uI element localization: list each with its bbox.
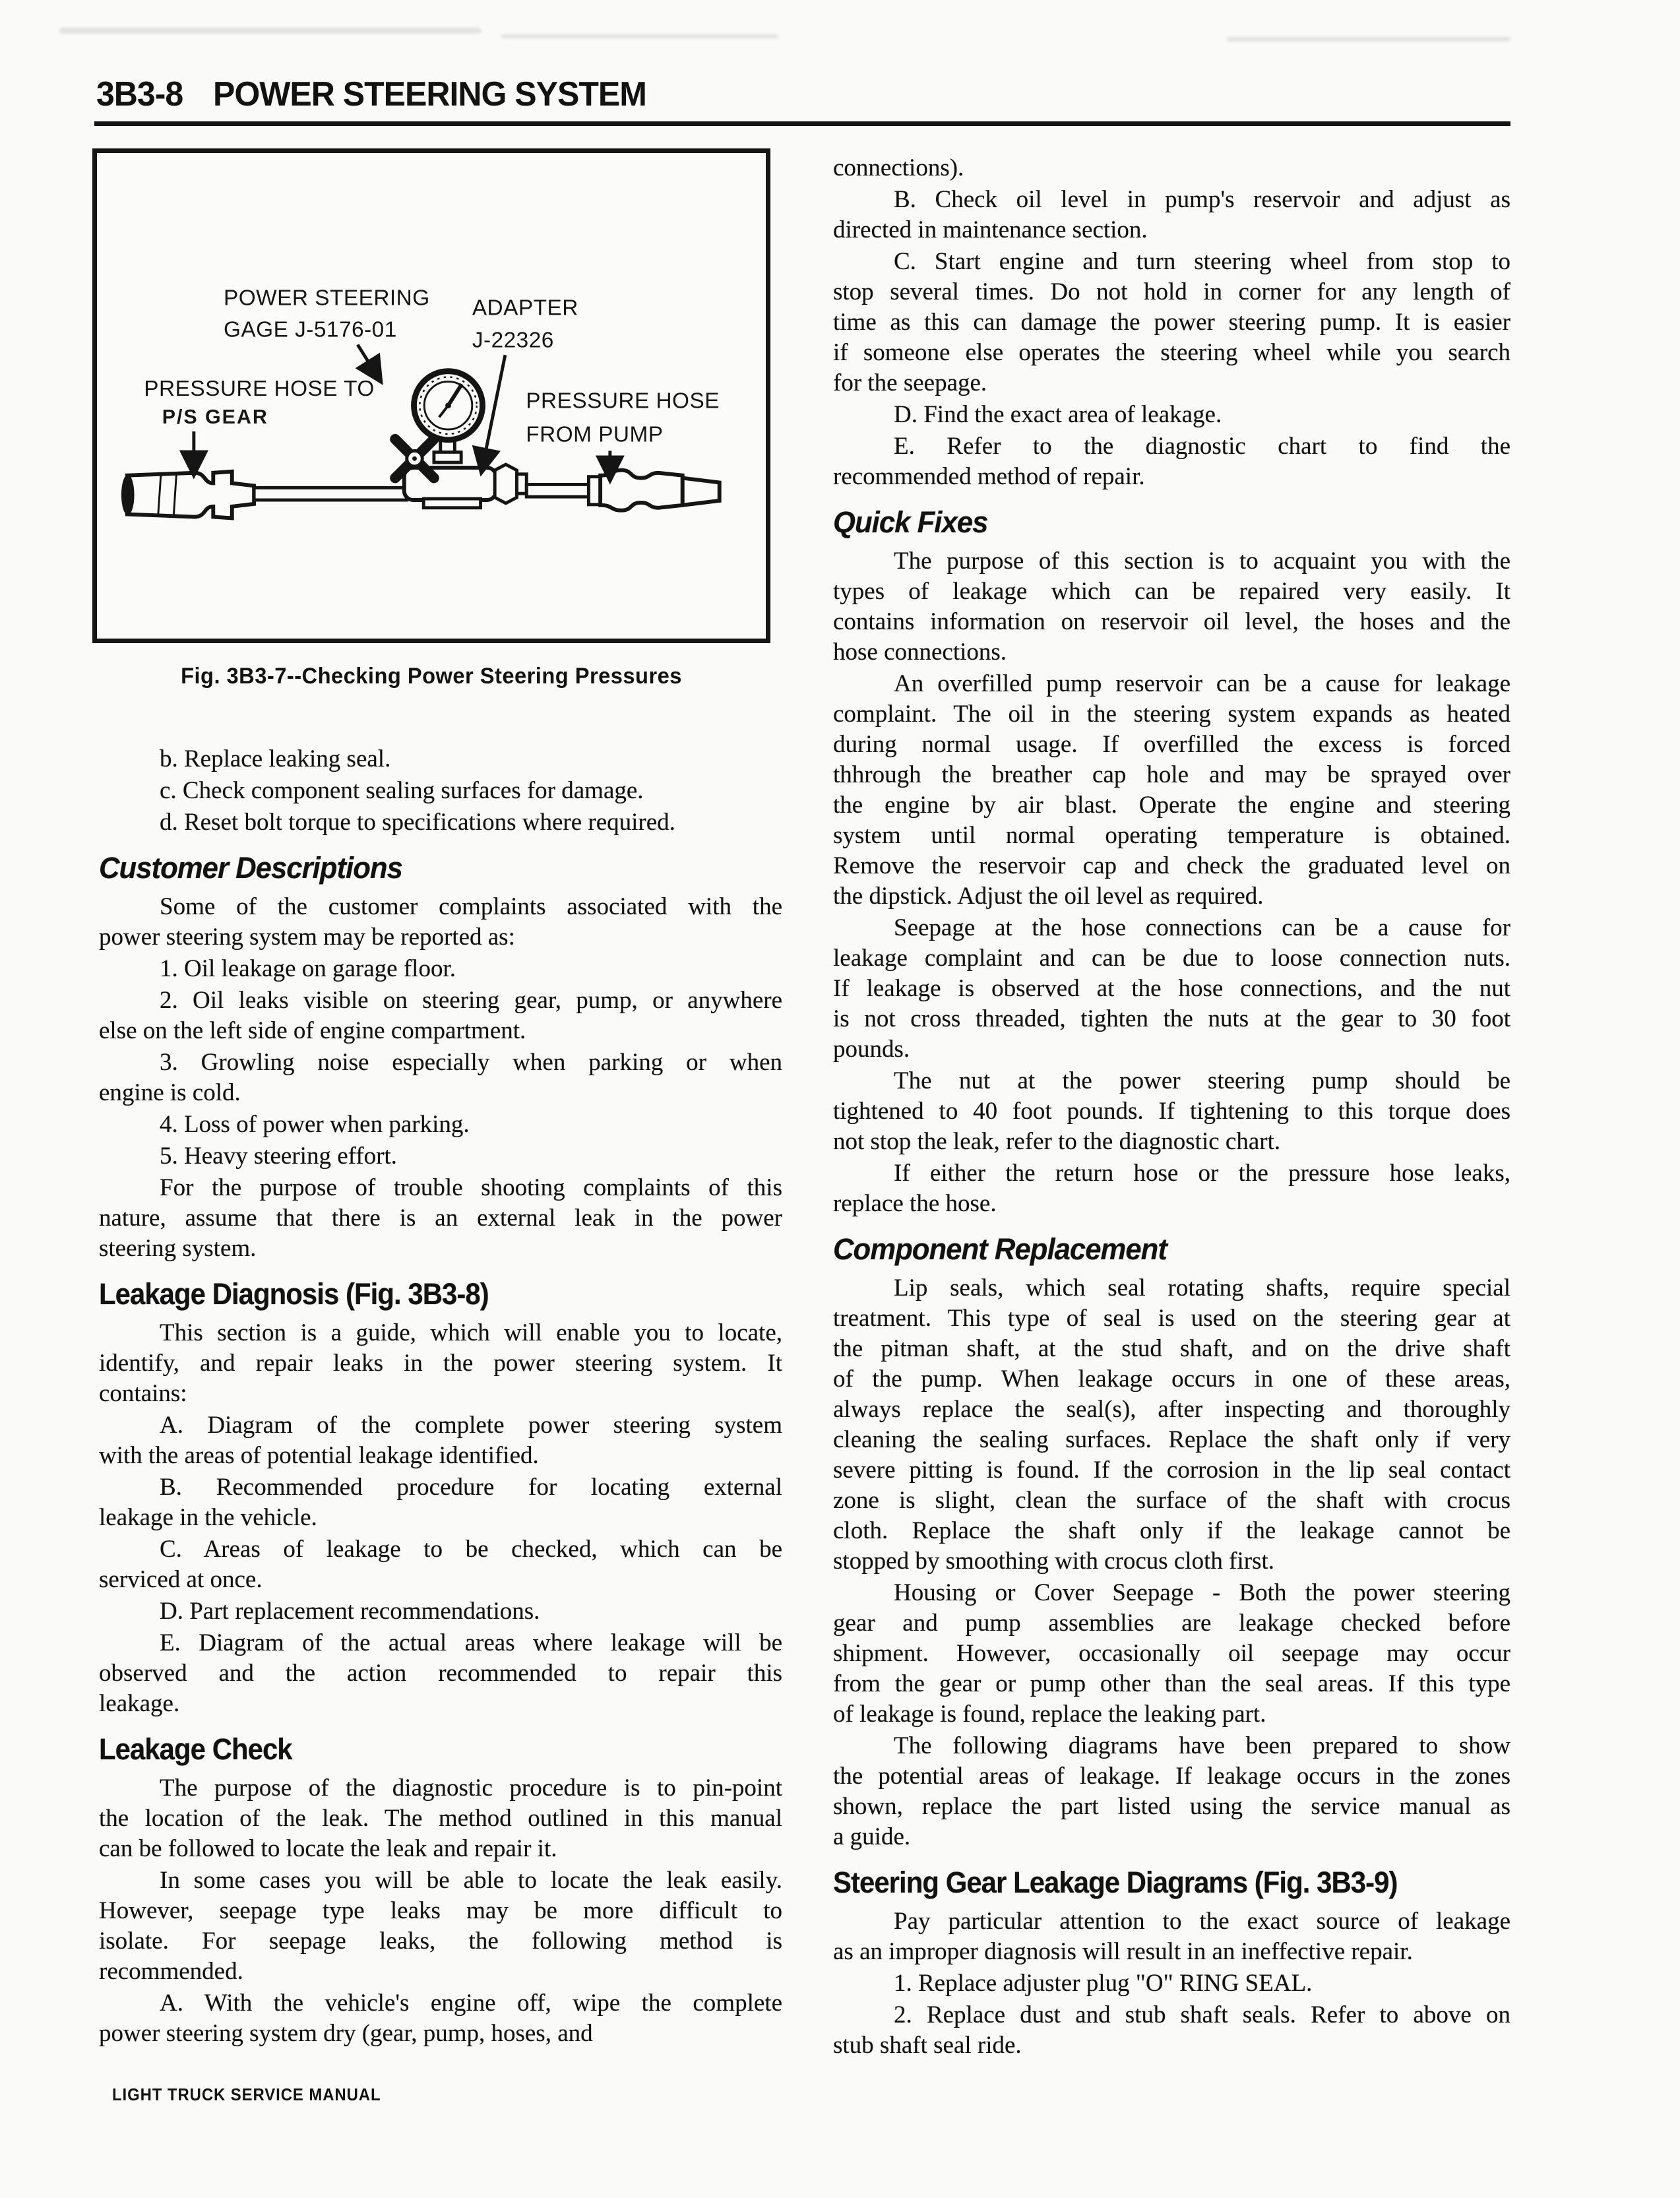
text-line: For the purpose of trouble shooting complaints of this <box>160 1174 782 1201</box>
text-line: E. Refer to the diagnostic chart to find the <box>894 433 1510 460</box>
paragraph <box>99 1048 782 1108</box>
label-adapter: ADAPTER <box>472 296 578 321</box>
label-power-steering: POWER STEERING <box>223 286 430 311</box>
text-line: 1. Oil leakage on garage floor. <box>160 955 456 982</box>
text-line: stopped by smoothing with crocus cloth first. <box>833 1548 1275 1575</box>
text-line: time as this can damage the power steering pump. It is easier <box>833 309 1510 336</box>
text-line: The purpose of this section is to acquaint you with the <box>894 548 1510 575</box>
text-line: if someone else operates the steering wheel while you search <box>833 339 1510 366</box>
text-line: Remove the reservoir cap and check the graduated level on <box>833 852 1510 879</box>
text-line: serviced at once. <box>99 1566 263 1593</box>
paragraph <box>99 776 782 806</box>
paragraph <box>99 1534 782 1595</box>
label-gage-number: GAGE J-5176-01 <box>223 317 397 342</box>
paragraph <box>833 153 1510 183</box>
section-heading: Quick Fixes <box>833 505 988 539</box>
page-title: POWER STEERING SYSTEM <box>213 75 646 113</box>
text-line: Seepage at the hose connections can be a cause for <box>894 914 1510 941</box>
text-line: C. Start engine and turn steering wheel from stop to <box>894 248 1510 275</box>
text-line: D. Part replacement recommendations. <box>160 1598 540 1625</box>
text-line: Pay particular attention to the exact source of leakage <box>894 1908 1510 1935</box>
label-ps-gear: P/S GEAR <box>162 406 268 429</box>
hose-to-gear-icon <box>121 472 407 518</box>
paragraph <box>99 954 782 984</box>
text-line: steering system. <box>99 1235 257 1262</box>
paragraph <box>99 1472 782 1533</box>
text-line: tightened to 40 foot pounds. If tightening to this torque does <box>833 1098 1510 1125</box>
text-line: B. Check oil level in pump's reservoir and adjust as <box>894 186 1510 213</box>
text-line: the engine by air blast. Operate the engine and steering <box>833 792 1510 819</box>
scan-smudge <box>501 34 778 38</box>
paragraph <box>99 1596 782 1627</box>
text-line: 5. Heavy steering effort. <box>160 1143 397 1170</box>
text-line: not stop the leak, refer to the diagnostic chart. <box>833 1128 1281 1155</box>
text-line: shown, replace the part listed using the service manual as <box>833 1793 1510 1820</box>
text-line: Lip seals, which seal rotating shafts, require special <box>894 1274 1510 1302</box>
paragraph <box>833 2000 1510 2061</box>
text-line: severe pitting is found. If the corrosion in the lip seal contact <box>833 1457 1510 1484</box>
paragraph <box>99 1141 782 1172</box>
text-line: identify, and repair leaks in the power steering system. It <box>99 1350 782 1377</box>
paragraph <box>833 913 1510 1065</box>
paragraph <box>99 1988 782 2049</box>
gage-arrow-icon <box>358 344 379 379</box>
text-line: a guide. <box>833 1823 911 1850</box>
text-line: 1. Replace adjuster plug "O" RING SEAL. <box>894 1970 1313 1997</box>
right-column <box>833 153 1510 2062</box>
text-line: as an improper diagnosis will result in an ineffective repair. <box>833 1938 1413 1965</box>
text-line: If leakage is observed at the hose connections, and the nut <box>833 975 1510 1002</box>
paragraph <box>833 185 1510 245</box>
text-line: Some of the customer complaints associated with the <box>160 893 782 920</box>
section-heading: Leakage Diagnosis (Fig. 3B3-8) <box>99 1277 489 1311</box>
paragraph <box>833 1906 1510 1967</box>
page-number: 3B3-8 <box>96 75 183 113</box>
paragraph <box>833 400 1510 430</box>
text-line: leakage. <box>99 1690 180 1717</box>
scan-smudge <box>59 28 482 34</box>
text-line: This section is a guide, which will enable you to locate, <box>160 1319 782 1346</box>
left-column <box>99 744 782 2050</box>
figure-box <box>92 148 770 643</box>
figure-caption: Fig. 3B3-7--Checking Power Steering Pressures <box>181 664 682 689</box>
gage-valve-icon <box>395 438 496 508</box>
label-pressure-hose-to: PRESSURE HOSE TO <box>144 377 375 401</box>
text-line: leakage in the vehicle. <box>99 1504 317 1531</box>
paragraph <box>833 1968 1510 1999</box>
text-line: 2. Replace dust and stub shaft seals. Refer to above on <box>894 2001 1510 2028</box>
text-line: the location of the leak. The method outlined in this manual <box>99 1805 782 1832</box>
text-line: types of leakage which can be repaired very easily. It <box>833 578 1510 605</box>
label-from-pump: FROM PUMP <box>526 422 664 447</box>
text-line: The purpose of the diagnostic procedure is to pin-point <box>160 1774 782 1802</box>
paragraph <box>833 546 1510 668</box>
scan-smudge <box>1227 37 1510 42</box>
text-line: replace the hose. <box>833 1190 997 1217</box>
text-line: d. Reset bolt torque to specifications where required. <box>160 809 675 836</box>
text-line: else on the left side of engine compartment. <box>99 1017 526 1044</box>
text-line: system until normal operating temperature is obtained. <box>833 822 1510 849</box>
text-line: connections). <box>833 154 964 181</box>
paragraph <box>99 1628 782 1719</box>
section-heading: Customer Descriptions <box>99 851 402 885</box>
text-line: A. With the vehicle's engine off, wipe the complete <box>160 1990 782 2017</box>
text-line: with the areas of potential leakage identified. <box>99 1442 539 1469</box>
text-line: power steering system may be reported as: <box>99 924 515 951</box>
pressure-gauge-icon <box>414 371 483 440</box>
text-line: However, seepage type leaks may be more difficult to <box>99 1897 782 1924</box>
text-line: treatment. This type of seal is used on the steering gear at <box>833 1305 1510 1332</box>
text-line: recommended. <box>99 1958 243 1985</box>
paragraph <box>99 986 782 1046</box>
paragraph <box>833 1731 1510 1852</box>
section-heading: Leakage Check <box>99 1732 292 1766</box>
text-line: nature, assume that there is an external leak in the power <box>99 1205 782 1232</box>
section-heading: Component Replacement <box>833 1232 1167 1266</box>
label-adapter-number: J-22326 <box>472 328 554 353</box>
text-line: In some cases you will be able to locate the leak easily. <box>160 1867 782 1894</box>
text-line: 4. Loss of power when parking. <box>160 1111 470 1138</box>
text-line: complaint. The oil in the steering system expands as heated <box>833 701 1510 728</box>
paragraph <box>99 892 782 953</box>
text-line: thhrough the breather cap hole and may be sprayed over <box>833 761 1510 788</box>
text-line: 3. Growling noise especially when parking or when <box>160 1049 782 1076</box>
text-line: hose connections. <box>833 639 1007 666</box>
text-line: directed in maintenance section. <box>833 216 1148 243</box>
text-line: An overfilled pump reservoir can be a cause for leakage <box>894 670 1510 697</box>
adapter-arrow-icon <box>482 355 505 470</box>
paragraph <box>833 431 1510 492</box>
text-line: always replace the seal(s), after inspecting and thoroughly <box>833 1396 1510 1423</box>
text-line: E. Diagram of the actual areas where leakage will be <box>160 1629 782 1656</box>
text-line: A. Diagram of the complete power steering system <box>160 1412 782 1439</box>
text-line: of the pump. When leakage occurs in one of these areas, <box>833 1366 1510 1393</box>
paragraph <box>99 1773 782 1864</box>
text-line: power steering system dry (gear, pump, hoses, and <box>99 2020 593 2047</box>
paragraph <box>833 247 1510 398</box>
text-line: cleaning the sealing surfaces. Replace the shaft only if very <box>833 1426 1510 1453</box>
text-line: shipment. However, occasionally oil seepage may occur <box>833 1640 1510 1667</box>
paragraph <box>99 1866 782 1987</box>
text-line: The following diagrams have been prepared to show <box>894 1732 1510 1759</box>
paragraph <box>99 807 782 838</box>
text-line: 2. Oil leaks visible on steering gear, pump, or anywhere <box>160 987 782 1014</box>
text-line: from the gear or pump other than the seal areas. If this type <box>833 1670 1510 1697</box>
text-line: for the seepage. <box>833 369 987 396</box>
text-line: contains: <box>99 1380 187 1407</box>
text-line: pounds. <box>833 1036 910 1063</box>
text-line: during normal usage. If overfilled the excess is forced <box>833 731 1510 758</box>
adapter-and-hose-from-pump-icon <box>495 464 720 511</box>
paragraph <box>99 1318 782 1409</box>
text-line: C. Areas of leakage to be checked, which can be <box>160 1536 782 1563</box>
text-line: zone is slight, clean the surface of the shaft with crocus <box>833 1487 1510 1514</box>
paragraph <box>99 1173 782 1264</box>
text-line: stub shaft seal ride. <box>833 2032 1022 2059</box>
text-line: B. Recommended procedure for locating external <box>160 1474 782 1501</box>
text-line: If either the return hose or the pressure hose leaks, <box>894 1160 1510 1187</box>
text-line: stop several times. Do not hold in corner for any length of <box>833 278 1510 305</box>
paragraph <box>833 1273 1510 1577</box>
paragraph <box>99 1410 782 1471</box>
text-line: cloth. Replace the shaft only if the leakage cannot be <box>833 1517 1510 1544</box>
text-line: Housing or Cover Seepage - Both the power steering <box>894 1579 1510 1606</box>
text-line: is not cross threaded, tighten the nuts at the gear to 30 foot <box>833 1005 1510 1032</box>
text-line: observed and the action recommended to repair this <box>99 1660 782 1687</box>
text-line: the pitman shaft, at the stud shaft, and on the drive shaft <box>833 1335 1510 1362</box>
text-line: b. Replace leaking seal. <box>160 745 391 772</box>
text-line: The nut at the power steering pump should be <box>894 1067 1510 1094</box>
header-rule <box>94 121 1510 126</box>
paragraph <box>833 669 1510 912</box>
paragraph <box>99 1110 782 1140</box>
text-line: the dipstick. Adjust the oil level as required. <box>833 883 1264 910</box>
figure-drawing <box>97 153 766 639</box>
section-heading: Steering Gear Leakage Diagrams (Fig. 3B3-9) <box>833 1866 1398 1899</box>
text-line: D. Find the exact area of leakage. <box>894 401 1222 428</box>
label-pressure-hose-from: PRESSURE HOSE <box>526 389 720 414</box>
paragraph <box>833 1066 1510 1157</box>
text-line: of leakage is found, replace the leaking part. <box>833 1701 1266 1728</box>
text-line: contains information on reservoir oil level, the hoses and the <box>833 608 1510 635</box>
text-line: gear and pump assemblies are leakage checked before <box>833 1610 1510 1637</box>
paragraph <box>833 1158 1510 1219</box>
text-line: c. Check component sealing surfaces for damage. <box>160 777 644 804</box>
text-line: leakage complaint and can be due to loose connection nuts. <box>833 945 1510 972</box>
text-line: recommended method of repair. <box>833 463 1145 490</box>
paragraph <box>833 1578 1510 1730</box>
text-line: can be followed to locate the leak and repair it. <box>99 1835 557 1862</box>
paragraph <box>99 744 782 774</box>
text-line: engine is cold. <box>99 1079 241 1106</box>
text-line: isolate. For seepage leaks, the following method is <box>99 1928 782 1955</box>
footer-text: LIGHT TRUCK SERVICE MANUAL <box>112 2085 381 2104</box>
text-line: the potential areas of leakage. If leakage occurs in the zones <box>833 1763 1510 1790</box>
